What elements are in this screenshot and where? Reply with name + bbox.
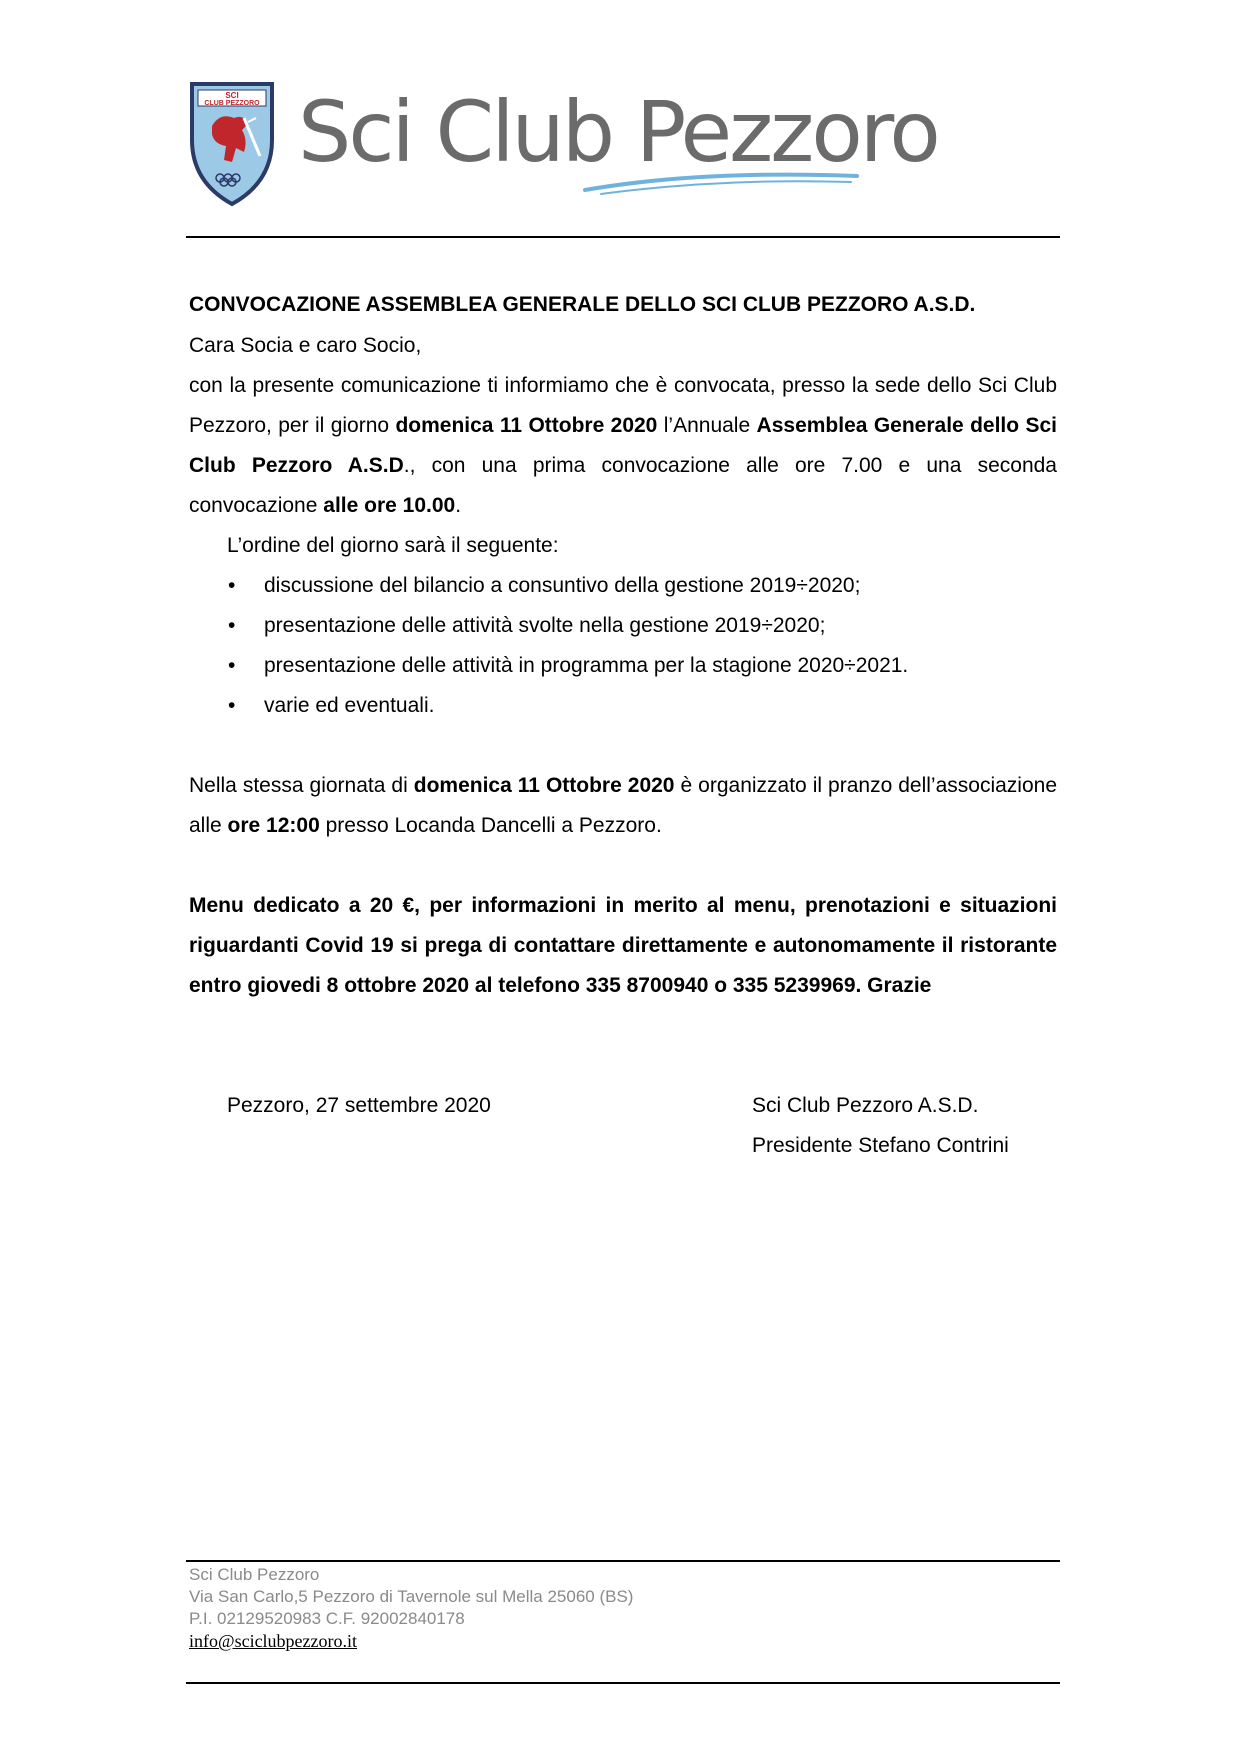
bullet: • <box>228 694 236 717</box>
lunch-text-3: presso Locanda Dancelli a Pezzoro. <box>319 814 662 837</box>
footer <box>189 1564 633 1653</box>
shield-text-sci: SCI <box>225 91 239 100</box>
club-logo <box>186 78 938 218</box>
footer-address: Via San Carlo,5 Pezzoro di Tavernole sul Mella 25060 (BS) <box>189 1587 634 1606</box>
footer-top-divider <box>186 1560 1060 1562</box>
signature-name: Presidente Stefano Contrini <box>752 1134 1009 1157</box>
lunch-paragraph <box>189 766 1057 846</box>
greeting: Cara Socia e caro Socio, <box>189 334 422 357</box>
agenda-item <box>189 646 1057 686</box>
intro-text-2: l’Annuale <box>657 414 757 437</box>
agenda-item <box>189 566 1057 606</box>
agenda-item-text: discussione del bilancio a consuntivo della gestione 2019÷2020; <box>264 574 861 597</box>
place-date: Pezzoro, 27 settembre 2020 <box>227 1094 491 1117</box>
lunch-text-2: è organizzato il pranzo dell’associazione alle <box>189 774 1057 837</box>
footer-name: Sci Club Pezzoro <box>189 1565 320 1584</box>
lunch-text-1: Nella stessa giornata di <box>189 774 414 797</box>
logo-wordmark: Sci Club Pezzoro <box>298 83 938 181</box>
bullet: • <box>228 614 236 637</box>
bullet: • <box>228 654 236 677</box>
intro-text-4: . <box>455 494 462 517</box>
shield-text-club: CLUB PEZZORO <box>204 100 260 107</box>
intro-time: alle ore 10.00 <box>323 494 456 517</box>
footer-bottom-divider <box>186 1682 1060 1684</box>
intro-date: domenica 11 Ottobre 2020 <box>395 414 658 437</box>
header-divider <box>186 236 1060 238</box>
intro-assembly: Assemblea Generale dello Sci Club Pezzoro A.S.D <box>189 414 1057 477</box>
intro-text-3: ., con una prima convocazione alle ore 7.00 e una seconda convocazione <box>189 454 1057 517</box>
signature-block <box>752 1086 1009 1166</box>
agenda-item-text: presentazione delle attività svolte nella gestione 2019÷2020; <box>264 614 826 637</box>
signature-org: Sci Club Pezzoro A.S.D. <box>752 1094 979 1117</box>
agenda-item <box>189 686 1057 726</box>
menu-note: Menu dedicato a 20 €, per informazioni in merito al menu, prenotazioni e situazioni riguardanti Covid 19 si prega di contattare direttamente e autonomamente il ristorante entro giovedi 8 ottobre 2020 al telefono 335 8700940 o 335 5239969. Grazie <box>189 894 1057 997</box>
agenda-list <box>189 566 1057 726</box>
intro-text-1: con la presente comunicazione ti informiamo che è convocata, presso la sede dello Sci Club Pezzoro, per il giorno <box>189 374 1057 437</box>
agenda-item-text: varie ed eventuali. <box>264 694 435 717</box>
letter-body <box>189 288 1057 1006</box>
intro-paragraph <box>189 366 1057 526</box>
agenda-intro: L’ordine del giorno sarà il seguente: <box>227 534 559 557</box>
footer-email-link[interactable]: info@sciclubpezzoro.it <box>189 1631 358 1651</box>
agenda-item <box>189 606 1057 646</box>
letter-heading: CONVOCAZIONE ASSEMBLEA GENERALE DELLO SCI CLUB PEZZORO A.S.D. <box>189 293 976 316</box>
logo-swoosh <box>581 166 861 198</box>
footer-tax-ids: P.I. 02129520983 C.F. 92002840178 <box>189 1609 465 1628</box>
agenda-item-text: presentazione delle attività in programma per la stagione 2020÷2021. <box>264 654 909 677</box>
lunch-time: ore 12:00 <box>227 814 320 837</box>
lunch-date: domenica 11 Ottobre 2020 <box>413 774 675 797</box>
club-shield-emblem <box>186 78 278 208</box>
bullet: • <box>228 574 236 597</box>
